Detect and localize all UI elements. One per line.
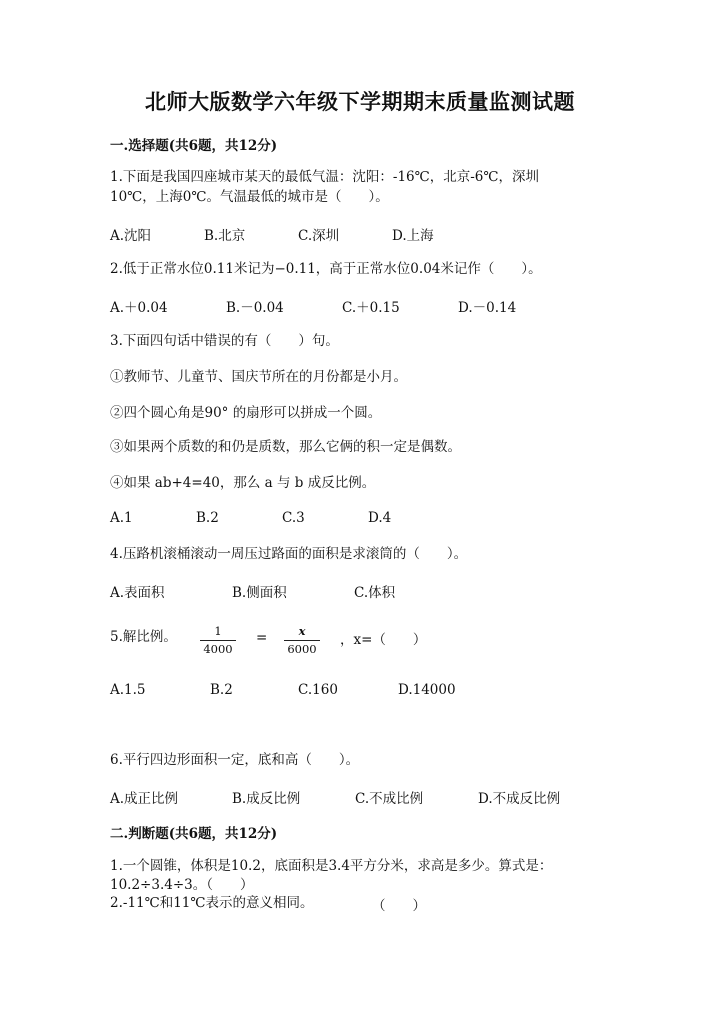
q3-option-c: C.3 (282, 510, 305, 526)
q6-option-b: B.成反比例 (232, 791, 301, 807)
q3-option-a: A.1 (110, 510, 133, 526)
question-5-suffix: ，x=（ ） (340, 632, 427, 648)
q1-option-a: A.沈阳 (110, 228, 152, 244)
q4-option-b: B.侧面积 (232, 585, 287, 601)
question-2-text: 2.低于正常水位0.11米记为−0.11，高于正常水位0.04米记作（ ）。 (110, 261, 542, 277)
question-4-text: 4.压路机滚桶滚动一周压过路面的面积是求滚筒的（ ）。 (110, 546, 468, 562)
question-3-text: 3.下面四句话中错误的有（ ）句。 (110, 333, 339, 349)
q5-option-a: A.1.5 (110, 682, 146, 698)
q5-option-c: C.160 (298, 682, 338, 698)
fraction-1-bar (200, 640, 236, 641)
fraction-1-numerator: 1 (214, 624, 222, 638)
q3-statement-1: ①教师节、儿童节、国庆节所在的月份都是小月。 (110, 369, 407, 385)
q1-option-d: D.上海 (392, 228, 434, 244)
q3-option-d: D.4 (368, 510, 392, 526)
q6-option-c: C.不成比例 (355, 791, 424, 807)
q2-option-d: D.－0.14 (458, 300, 517, 316)
q5-option-d: D.14000 (398, 682, 456, 698)
fraction-1 (200, 624, 236, 656)
q4-option-c: C.体积 (354, 585, 396, 601)
q3-statement-2: ②四个圆心角是90° 的扇形可以拼成一个圆。 (110, 405, 382, 421)
q6-option-d: D.不成反比例 (478, 791, 561, 807)
section-heading-judgement: 二.判断题(共6题，共12分) (110, 826, 278, 842)
fraction-2-bar (284, 640, 320, 641)
judgement-2-text: 2.-11℃和11℃表示的意义相同。 (110, 895, 314, 911)
question-5-prefix: 5.解比例。 (110, 629, 177, 645)
q1-option-b: B.北京 (204, 228, 246, 244)
page-title: 北师大版数学六年级下学期期末质量监测试题 (145, 89, 575, 114)
q3-statement-3: ③如果两个质数的和仍是质数，那么它俩的积一定是偶数。 (110, 439, 461, 455)
question-1-line-2: 10℃，上海0℃。气温最低的城市是（ ）。 (110, 189, 389, 205)
q2-option-b: B.－0.04 (226, 300, 284, 316)
fraction-2-numerator: x (298, 624, 306, 638)
question-1-line-1: 1.下面是我国四座城市某天的最低气温：沈阳：-16℃，北京-6℃，深圳 (110, 169, 539, 185)
q2-option-a: A.＋0.04 (110, 300, 168, 316)
judgement-1-line-2: 10.2÷3.4÷3。（ ） (110, 877, 254, 893)
q4-option-a: A.表面积 (110, 585, 165, 601)
q2-option-c: C.＋0.15 (342, 300, 400, 316)
judgement-2-blank: （ ） (372, 898, 426, 914)
section-heading-choice: 一.选择题(共6题，共12分) (110, 138, 278, 154)
question-6-text: 6.平行四边形面积一定，底和高（ ）。 (110, 752, 360, 768)
fraction-1-denominator: 4000 (203, 642, 233, 656)
q6-option-a: A.成正比例 (110, 791, 179, 807)
judgement-1-line-1: 1.一个圆锥，体积是10.2，底面积是3.4平方分米，求高是多少。算式是： (110, 858, 553, 874)
q3-statement-4: ④如果 ab+4=40，那么 a 与 b 成反比例。 (110, 475, 376, 491)
q3-option-b: B.2 (196, 510, 219, 526)
fraction-2 (284, 624, 320, 656)
equals-sign: = (256, 630, 268, 646)
q5-option-b: B.2 (210, 682, 233, 698)
q1-option-c: C.深圳 (298, 228, 340, 244)
fraction-2-denominator: 6000 (287, 642, 317, 656)
